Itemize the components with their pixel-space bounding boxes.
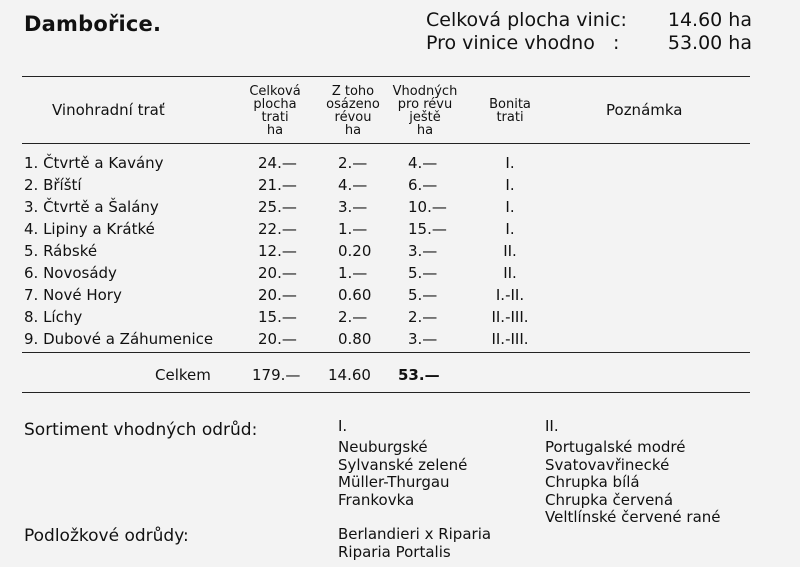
row-planted: 0.60 [338, 286, 372, 304]
row-total: 15.— [258, 308, 297, 326]
variety-item: Portugalské modré [545, 438, 686, 456]
header-total: Celková plocha trati ha [249, 84, 301, 138]
row-name: 8. Líchy [24, 308, 83, 326]
variety-item: Frankovka [338, 490, 415, 509]
total-suitable: 53.— [398, 366, 440, 384]
variety-item: Chrupka bílá [545, 473, 640, 491]
row-name: 4. Lipiny a Krátké [24, 220, 155, 238]
variety-item: Neuburgské [338, 438, 428, 456]
row-suitable: 15.— [408, 220, 447, 238]
row-rating: I. [505, 220, 515, 238]
row-suitable: 5.— [408, 286, 438, 304]
variety-item: Chrupka červená [545, 490, 674, 509]
variety-item: Müller-Thurgau [338, 473, 450, 491]
row-total: 12.— [258, 242, 297, 260]
table-row [0, 240, 800, 262]
summary-total-area-value: 14.60 ha [667, 9, 752, 31]
summary-suitable-value: 53.00 ha [667, 32, 752, 54]
row-suitable: 3.— [408, 330, 438, 348]
table-row [0, 174, 800, 196]
varieties-label: Sortiment vhodných odrůd: [24, 420, 258, 440]
row-suitable: 4.— [408, 154, 438, 172]
variety-item: Sylvanské zelené [338, 455, 468, 474]
row-name: 5. Rábské [24, 242, 98, 260]
row-name: 7. Nové Hory [24, 286, 122, 304]
row-suitable: 5.— [408, 264, 438, 282]
table-row [0, 196, 800, 218]
rule-total-bottom [22, 392, 750, 393]
table-row [0, 306, 800, 328]
table-row [0, 328, 800, 350]
row-suitable: 3.— [408, 242, 438, 260]
header-planted: Z toho osázeno révou ha [326, 84, 380, 138]
row-rating: II.-III. [491, 308, 529, 326]
rootstock-item: Riparia Portalis [338, 542, 451, 561]
row-total: 20.— [258, 264, 297, 282]
rule-header-bottom [22, 143, 750, 144]
rootstock-list [338, 526, 491, 561]
header-suitable: Vhodných pro révu ještě ha [392, 84, 458, 138]
row-name: 2. Bříští [24, 176, 82, 194]
summary-suitable-label: Pro vinice vhodno : [426, 32, 620, 54]
row-rating: II.-III. [491, 330, 529, 348]
varieties-group2-heading: II. [545, 417, 559, 435]
row-total: 22.— [258, 220, 297, 238]
row-planted: 2.— [338, 154, 368, 172]
row-rating: I. [505, 176, 515, 194]
row-planted: 4.— [338, 176, 368, 194]
page-title: Dambořice. [24, 12, 162, 36]
varieties-group1-list [338, 439, 467, 509]
varieties-group1-heading: I. [338, 417, 348, 435]
row-planted: 1.— [338, 264, 368, 282]
row-total: 20.— [258, 286, 297, 304]
row-planted: 0.20 [338, 242, 372, 260]
table-row [0, 218, 800, 240]
rootstock-item: Berlandieri x Riparia [338, 525, 492, 543]
row-planted: 2.— [338, 308, 368, 326]
table-body [0, 152, 800, 350]
row-name: 6. Novosády [24, 264, 117, 282]
row-suitable: 10.— [408, 198, 447, 216]
total-planted: 14.60 [328, 366, 371, 384]
row-rating: II. [503, 242, 517, 260]
total-area: 179.— [252, 366, 301, 384]
table-row [0, 152, 800, 174]
row-rating: II. [503, 264, 517, 282]
summary-total-area-label: Celková plocha vinic: [426, 9, 627, 31]
variety-item: Svatovavřinecké [545, 455, 670, 474]
row-rating: I.-II. [495, 286, 525, 304]
row-planted: 0.80 [338, 330, 372, 348]
variety-item: Veltlínské červené rané [545, 508, 721, 526]
row-total: 21.— [258, 176, 297, 194]
header-note: Poznámka [606, 101, 683, 119]
row-total: 25.— [258, 198, 297, 216]
row-name: 3. Čtvrtě a Šalány [24, 198, 159, 216]
row-total: 24.— [258, 154, 297, 172]
rootstock-label: Podložkové odrůdy: [24, 526, 189, 546]
header-name: Vinohradní trať [52, 101, 165, 119]
rule-rows-bottom [22, 352, 750, 353]
row-suitable: 6.— [408, 176, 438, 194]
row-suitable: 2.— [408, 308, 438, 326]
varieties-group2-list [545, 439, 721, 527]
row-planted: 3.— [338, 198, 368, 216]
row-planted: 1.— [338, 220, 368, 238]
row-name: 1. Čtvrtě a Kavány [24, 154, 164, 172]
row-rating: I. [505, 154, 515, 172]
row-name: 9. Dubové a Záhumenice [24, 330, 214, 348]
total-label: Celkem [155, 366, 211, 384]
table-row [0, 284, 800, 306]
row-rating: I. [505, 198, 515, 216]
table-row [0, 262, 800, 284]
rule-top [22, 76, 750, 77]
header-rating: Bonita trati [489, 97, 531, 125]
row-total: 20.— [258, 330, 297, 348]
